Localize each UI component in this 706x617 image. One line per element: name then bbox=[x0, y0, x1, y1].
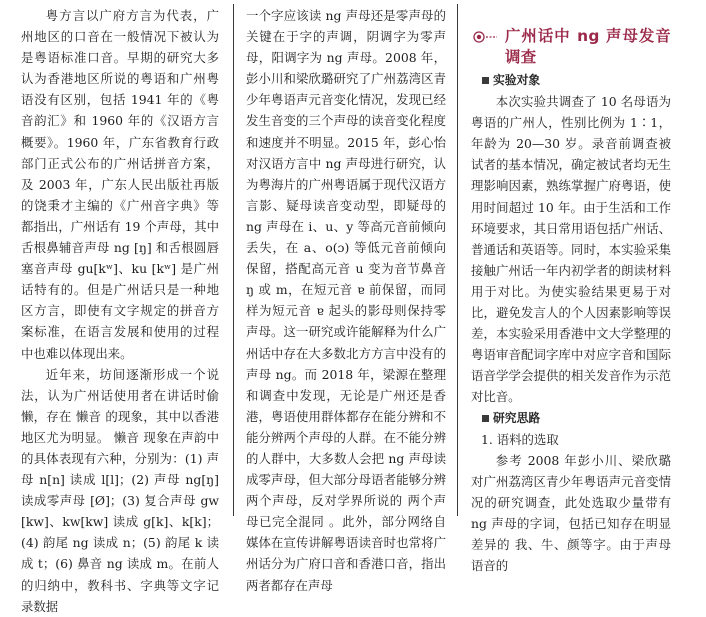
square-bullet-icon bbox=[482, 77, 489, 84]
section-heading bbox=[471, 26, 671, 70]
body-paragraph: 本次实验共调查了 10 名母语为粤语的广州人，性别比例为 1∶1，年龄为 20—30 岁。录音前调查被试者的基本情况，确定被试者均无生理影响因素，熟练掌握广府粤语，使用时间超过 10 年。由于生活和工作环境要求，其日常用语包括广州话、普通话和英语等。同时，本实验采集接触广州话一年内初学者的朗读材料用于对比。为使实验结果更易于对比，避免发言人的个人因素影响等误差，本实验采用香港中文大学整理的粤语审音配词字库中对应字音和国际语音学学会提供的相关发音作为示范对比音。 bbox=[471, 94, 671, 405]
article-column-right bbox=[471, 26, 671, 574]
subsection-heading bbox=[471, 70, 671, 91]
body-paragraph: 一个字应该读 ng 声母还是零声母的关键在于字的声调，阴调字为零声母，阳调字为 ng 声母。2008 年，彭小川和梁欣璐研究了广州荔湾区青少年粤语声元音变化情况，发现已经发生音变的三个声母的读音变化程度和速度并不明显。2015 年，彭心怡对汉语方言中 ng 声母进行研究，认为粤海片的广州粤语属于现代汉语方言影、疑母读音变动型，即疑母的 ng 声母在 i、u、y 等高元音前倾向丢失，在 a、o(ɔ) 等低元音前倾向保留，搭配高元音 u 变为音节鼻音 ŋ 或 m，在短元音 ɐ 前保留，而同样为短元音 ɐ 起头的影母则保持零声母。这一研究或许能解释为什么广州话中存在大多数北方方言中没有的声母 ng。而 2018 年，梁源在整理和调查中发现，无论是广州还是香港，粤语使用群体都存在能分辨和不能分辨两个声母的人群。在不能分辨的人群中，大多数人会把 ng 声母读成零声母，但大部分母语者能够分辨两个声母，反对学界所说的 两个声母已完全混同 。此外，部分网络自媒体在宣传讲解粤语读音时也常将广州话分为广府口音和香港口音，指出两者都存在声母 bbox=[246, 8, 446, 593]
article-column-left bbox=[21, 5, 219, 614]
column-divider bbox=[457, 4, 458, 516]
section-title: 广州话中 ng 声母发音调查 bbox=[505, 27, 671, 66]
square-bullet-icon bbox=[482, 415, 489, 422]
subsection-heading-label: 研究思路 bbox=[493, 410, 541, 425]
subsection-heading bbox=[471, 408, 671, 429]
circle-dot-dash-icon bbox=[473, 31, 499, 43]
subsection-heading-label: 实验对象 bbox=[493, 73, 541, 87]
article-column-middle bbox=[246, 5, 446, 593]
body-paragraph: 参考 2008 年彭小川、梁欣璐对广州荔湾区青少年粤语声元音变情况的研究调查，此处选取少量带有 ng 声母的字词，包括已知存在明显差异的 我、牛、颜等字。由于声母语音的 bbox=[471, 452, 671, 574]
body-paragraph: 近年来，坊间逐渐形成一个说法，认为广州话使用者在讲话时偷懒，存在 懒音 的现象，其中以香港地区尤为明显。 懒音 现象在声韵中的具体表现有六种，分别为：(1) 声母 n[n] 读成 l[l]；(2) 声母 ng[ŋ] 读成零声母 [Ø]；(3) 复合声母 gw [kw]、kw[kw] 读成 g[k]、k[k]；(4) 韵尾 ng 读成 n；(5) 韵尾 k 读成 t；(6) 鼻音 ng 读成 m。在前人的归纳中，教科书、字典等文字记录数据 bbox=[21, 366, 219, 614]
body-paragraph: 粤方言以广府方言为代表，广州地区的口音在一般情况下被认为是粤语标准口音。早期的研究大多认为香港地区所说的粤语和广州粤语没有区别，包括 1941 年的《粤音韵汇》和 1960 年的《汉语方言概要》。1960 年，广东省教育行政部门正式公布的广州话拼音方案，及 2003 年，广东人民出版社再版的饶秉才主编的《广州音字典》等都指出，广州话有 19 个声母，其中舌根鼻辅音声母 ng [ŋ] 和舌根圆唇塞音声母 gu[kʷ]、ku [kʷ] 是广州话特有的。但是广州话只是一种地区方言，即使有文字规定的拼音方案标准，在语言发展和使用的过程中也难以体现出来。 bbox=[21, 8, 219, 361]
numbered-subheading: 1. 语料的选取 bbox=[481, 431, 559, 447]
column-divider bbox=[233, 4, 234, 516]
